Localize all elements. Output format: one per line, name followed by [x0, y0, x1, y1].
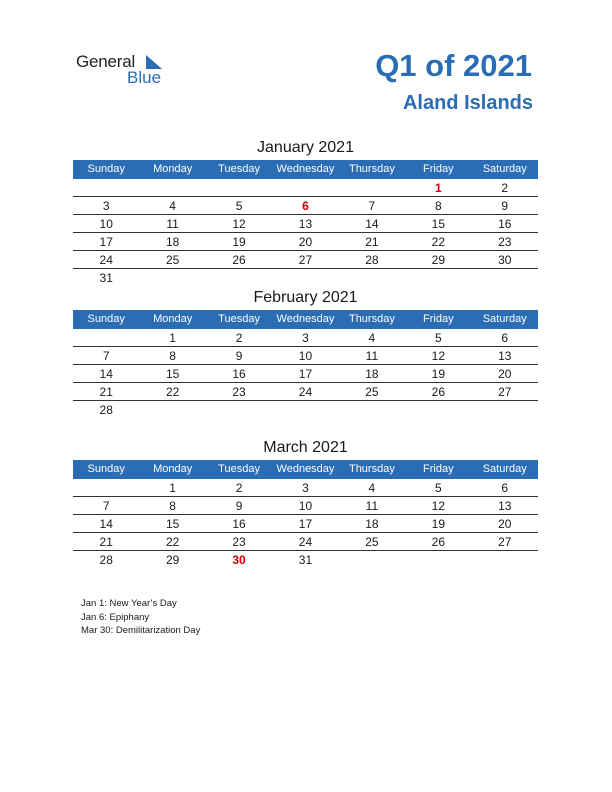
weekday-label: Sunday [87, 463, 125, 475]
week-row [73, 269, 538, 286]
day-cell: 7 [102, 499, 110, 513]
day-cell: 10 [99, 217, 113, 231]
holiday-note: Mar 30: Demilitarization Day [81, 625, 201, 636]
day-cell [272, 401, 338, 418]
day-cell [339, 401, 405, 418]
weekday-label: Monday [153, 463, 193, 475]
day-cell [73, 179, 139, 196]
weekday-label: Saturday [482, 313, 527, 325]
day-cell: 17 [99, 235, 113, 249]
day-cell: 13 [498, 349, 512, 363]
day-cell: 27 [498, 385, 512, 399]
day-cell: 8 [169, 349, 176, 363]
weekday-header [73, 460, 538, 479]
day-cell [405, 269, 471, 286]
day-cell: 23 [498, 235, 512, 249]
day-cell: 11 [166, 217, 179, 231]
day-cell: 31 [99, 271, 113, 285]
week-row [73, 347, 538, 365]
month-title: January 2021 [257, 139, 354, 156]
day-cell: 28 [99, 553, 113, 567]
holiday-day-cell: 30 [232, 553, 246, 567]
weekday-label: Friday [423, 463, 454, 475]
week-row [73, 365, 538, 383]
weekday-label: Thursday [348, 313, 395, 325]
holiday-day-cell: 6 [302, 199, 309, 213]
day-cell: 29 [165, 553, 180, 567]
day-cell: 27 [498, 535, 512, 549]
day-cell [405, 551, 471, 568]
day-cell: 4 [368, 481, 376, 495]
page-title: Q1 of 2021 [375, 48, 532, 83]
week-row [73, 197, 538, 215]
day-cell: 14 [365, 217, 379, 231]
weekday-label: Friday [423, 313, 454, 325]
holiday-note: Jan 6: Epiphany [81, 611, 150, 623]
day-cell: 6 [501, 481, 509, 495]
weekday-label: Tuesday [218, 313, 260, 325]
day-cell: 15 [165, 517, 180, 531]
day-cell: 14 [99, 367, 113, 381]
month-january [73, 138, 538, 286]
day-cell [472, 401, 538, 418]
day-cell: 23 [232, 535, 246, 549]
day-cell: 21 [99, 385, 113, 399]
day-cell: 3 [102, 199, 110, 213]
day-cell: 21 [365, 235, 379, 249]
day-cell: 2 [235, 481, 243, 495]
day-cell [206, 401, 272, 418]
day-cell: 16 [498, 217, 512, 231]
day-cell: 1 [169, 331, 176, 345]
day-cell: 26 [232, 253, 246, 267]
day-cell: 20 [298, 235, 313, 249]
day-cell: 24 [298, 385, 313, 399]
weekday-header [73, 160, 538, 179]
day-cell: 5 [434, 331, 442, 345]
weekday-label: Thursday [348, 463, 395, 475]
holiday-day-cell: 1 [434, 181, 442, 195]
day-cell: 30 [498, 253, 512, 267]
day-cell: 14 [99, 517, 113, 531]
week-row [73, 551, 538, 568]
day-cell: 12 [431, 499, 445, 513]
region-name: Aland Islands [402, 92, 533, 114]
week-row [73, 497, 538, 515]
day-cell: 12 [232, 217, 246, 231]
day-cell: 9 [235, 349, 243, 363]
day-cell [139, 401, 205, 418]
weekday-label: Sunday [87, 163, 125, 175]
day-cell: 17 [298, 367, 313, 381]
week-row [73, 179, 538, 197]
day-cell: 26 [431, 535, 445, 549]
day-cell: 24 [298, 535, 313, 549]
month-title: March 2021 [263, 439, 348, 456]
day-cell: 19 [431, 517, 445, 531]
day-cell: 28 [99, 403, 113, 417]
day-cell: 19 [232, 235, 246, 249]
day-cell [139, 179, 205, 196]
day-cell: 11 [365, 349, 379, 363]
weekday-label: Tuesday [218, 463, 260, 475]
day-cell: 5 [434, 481, 442, 495]
holiday-notes [81, 597, 200, 638]
week-row [73, 479, 538, 497]
day-cell: 16 [232, 367, 246, 381]
day-cell [339, 551, 405, 568]
week-row [73, 515, 538, 533]
day-cell [73, 479, 139, 496]
day-cell: 3 [302, 331, 309, 345]
day-cell: 16 [232, 517, 246, 531]
weekday-label: Wednesday [276, 313, 335, 325]
day-cell: 29 [431, 253, 445, 267]
day-cell: 25 [365, 535, 379, 549]
day-cell: 2 [501, 181, 509, 195]
generalblue-logo [76, 52, 176, 88]
day-cell: 8 [434, 199, 442, 213]
week-row [73, 215, 538, 233]
week-row [73, 401, 538, 418]
day-cell: 5 [235, 199, 243, 213]
day-cell: 31 [298, 553, 313, 567]
day-cell: 4 [169, 199, 176, 213]
day-cell: 15 [165, 367, 180, 381]
day-cell [405, 401, 471, 418]
day-cell [339, 179, 405, 196]
week-row [73, 533, 538, 551]
weekday-label: Monday [153, 313, 193, 325]
day-cell: 9 [501, 199, 509, 213]
weekday-header [73, 310, 538, 329]
day-cell: 27 [298, 253, 313, 267]
day-cell: 22 [431, 235, 445, 249]
day-cell [272, 269, 338, 286]
weekday-label: Wednesday [276, 163, 335, 175]
day-cell: 7 [102, 349, 110, 363]
day-cell: 23 [232, 385, 246, 399]
weekday-label: Saturday [482, 163, 527, 175]
day-cell [272, 179, 338, 196]
month-february [73, 288, 538, 418]
week-row [73, 233, 538, 251]
weekday-label: Friday [423, 163, 454, 175]
day-cell: 10 [298, 349, 313, 363]
weekday-label: Monday [153, 163, 193, 175]
day-cell: 9 [235, 499, 243, 513]
day-cell: 13 [298, 217, 313, 231]
day-cell: 18 [165, 235, 180, 249]
day-cell: 13 [498, 499, 512, 513]
day-cell: 15 [431, 217, 445, 231]
day-cell [472, 551, 538, 568]
day-cell: 4 [368, 331, 376, 345]
day-cell: 11 [365, 499, 379, 513]
day-cell: 17 [298, 517, 313, 531]
day-cell: 24 [99, 253, 113, 267]
day-cell: 12 [431, 349, 445, 363]
weekday-label: Sunday [87, 313, 125, 325]
day-cell [139, 269, 205, 286]
logo-general-text: General [76, 52, 136, 71]
day-cell: 7 [368, 199, 376, 213]
week-row [73, 329, 538, 347]
day-cell [206, 269, 272, 286]
day-cell: 25 [165, 253, 180, 267]
logo-blue-text: Blue [127, 68, 162, 87]
day-cell [339, 269, 405, 286]
day-cell [472, 269, 538, 286]
day-cell: 22 [165, 385, 180, 399]
day-cell: 25 [365, 385, 379, 399]
day-cell: 21 [99, 535, 113, 549]
day-cell: 10 [298, 499, 313, 513]
day-cell: 18 [365, 517, 379, 531]
day-cell [206, 179, 272, 196]
holiday-note: Jan 1: New Year’s Day [81, 598, 177, 609]
day-cell: 2 [235, 331, 243, 345]
day-cell: 22 [165, 535, 180, 549]
day-cell: 18 [365, 367, 379, 381]
day-cell: 20 [498, 517, 512, 531]
day-cell: 28 [365, 253, 379, 267]
weekday-label: Tuesday [218, 163, 260, 175]
day-cell: 26 [431, 385, 445, 399]
day-cell: 6 [501, 331, 509, 345]
day-cell: 3 [302, 481, 309, 495]
logo-triangle-icon [146, 55, 162, 69]
day-cell: 19 [431, 367, 445, 381]
week-row [73, 383, 538, 401]
month-title: February 2021 [253, 289, 358, 306]
weekday-label: Saturday [482, 463, 527, 475]
week-row [73, 251, 538, 269]
weekday-label: Thursday [348, 163, 395, 175]
day-cell [73, 329, 139, 346]
day-cell: 1 [169, 481, 176, 495]
month-march [73, 438, 538, 568]
weekday-label: Wednesday [276, 463, 335, 475]
day-cell: 20 [498, 367, 512, 381]
day-cell: 8 [169, 499, 176, 513]
